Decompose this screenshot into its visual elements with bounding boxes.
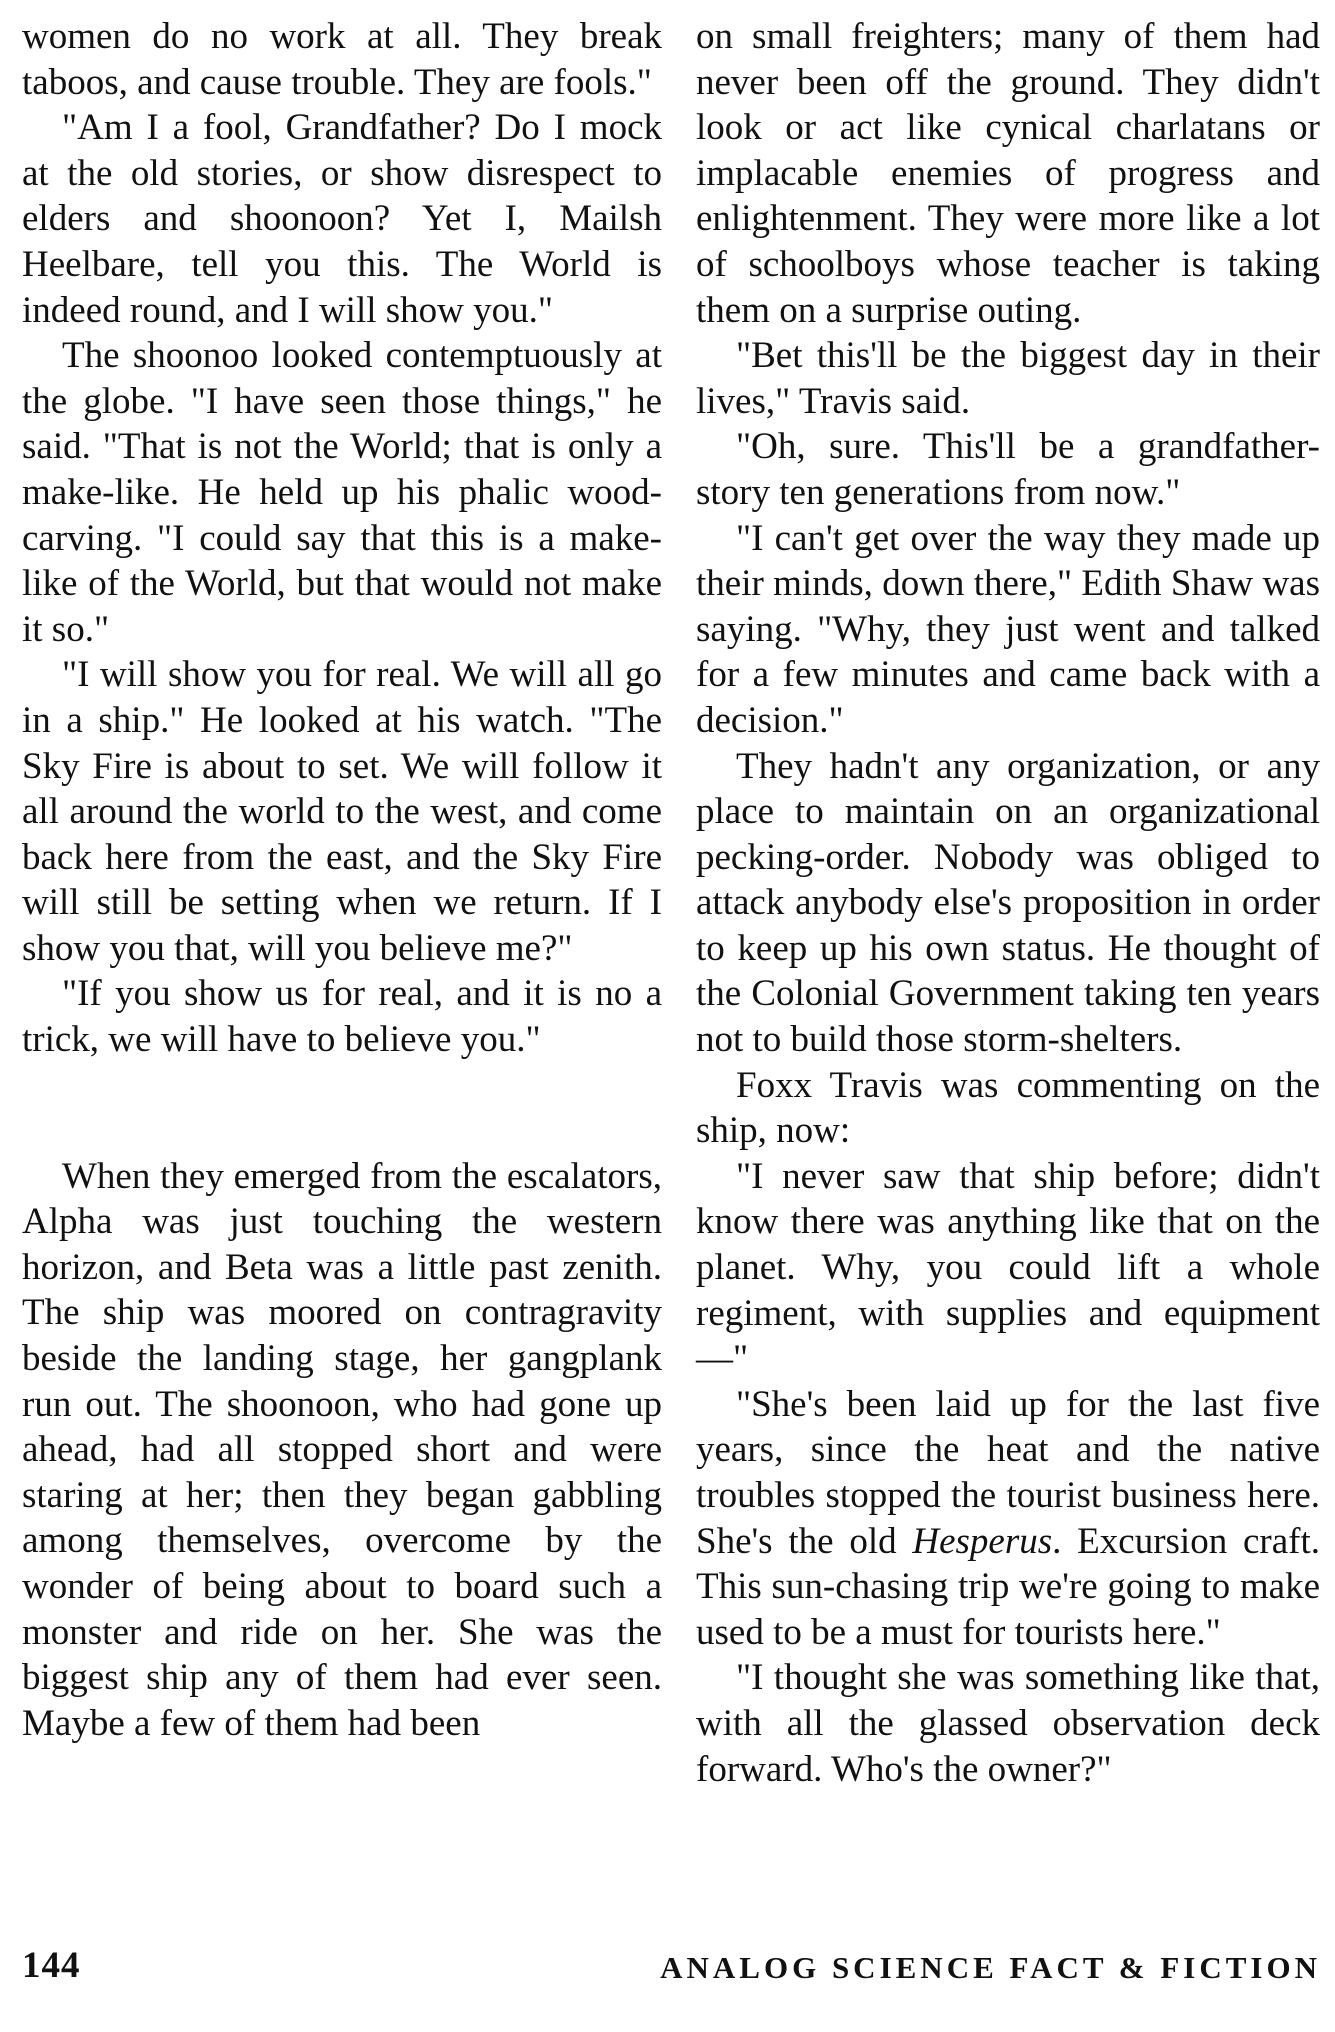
magazine-title-footer: ANALOG SCIENCE FACT & FICTION xyxy=(660,1950,1321,1985)
paragraph: The shoonoo looked contemptuously at the globe. "I have seen those things," he said. "That is not the World; that is only a make-like. He held up his phalic wood-carving. "I could say that this is a make-like of the World, but that would not make it so." xyxy=(22,335,662,650)
paragraph: When they emerged from the escalators, Alpha was just touching the western horizon, and Beta was a little past zenith. The ship was moored on contragravity beside the landing stage, her gangplank run out. The shoonoon, who had gone up ahead, had all stopped short and were staring at her; then they began gabbling among themselves, overcome by the wonder of being about to board such a monster and ride on her. She was the biggest ship any of them had ever seen. Maybe a few of them had been xyxy=(22,1155,662,1744)
paragraph: "Am I a fool, Grandfather? Do I mock at the old stories, or show disrespect to elders and shoonoon? Yet I, Mailsh Heelbare, tell you this. The World is indeed round, and I will show you." xyxy=(22,107,662,331)
paragraph: "I thought she was something like that, with all the glassed observation deck forward. Who's the owner?" xyxy=(696,1657,1320,1790)
section-break xyxy=(22,1063,662,1154)
paragraph: "If you show us for real, and it is no a trick, we will have to believe you." xyxy=(22,973,662,1061)
paragraph: "I never saw that ship before; didn't know there was anything like that on the planet. Why, you could lift a whole regiment, with supplies and equipment—" xyxy=(696,1155,1320,1380)
paragraph-text: "She's been laid up for the last five years, since the heat and the native troubles stopped the tourist business here. She's the old xyxy=(696,1383,1320,1562)
paragraph: "I can't get over the way they made up their minds, down there," Edith Shaw was saying. "Why, they just went and talked for a few minutes and came back with a decision." xyxy=(696,517,1320,741)
paragraph: on small freighters; many of them had never been off the ground. They didn't look or act like cynical charlatans or implacable enemies of progress and enlightenment. They were more like a lot of schoolboys whose teacher is taking them on a surprise outing. xyxy=(696,16,1320,331)
paragraph: Foxx Travis was commenting on the ship, now: xyxy=(696,1064,1320,1152)
paragraph xyxy=(696,1382,1320,1656)
paragraph: "Oh, sure. This'll be a grandfather-story ten generations from now." xyxy=(696,426,1320,513)
paragraph: women do no work at all. They break taboos, and cause trouble. They are fools." xyxy=(22,16,662,103)
left-text-column xyxy=(22,14,662,1746)
page-number: 144 xyxy=(22,1945,81,1986)
paragraph: "I will show you for real. We will all go in a ship." He looked at his watch. "The Sky Fire is about to set. We will follow it all around the world to the west, and come back here from the east, and the Sky Fire will still be setting when we return. If I show you that, will you believe me?" xyxy=(22,654,662,969)
paragraph: They hadn't any organization, or any place to maintain on an organizational pecking-order. Nobody was obliged to attack anybody else's proposition in order to keep up his own status. He thought of the Colonial Government taking ten years not to build those storm-shelters. xyxy=(696,745,1320,1061)
ship-name-italic: Hesperus xyxy=(912,1520,1053,1562)
right-text-column xyxy=(696,14,1320,1792)
paragraph-text: . Excursion craft. This sun-chasing trip we're going to make used to be a must for tourists here." xyxy=(696,1520,1320,1653)
paragraph: "Bet this'll be the biggest day in their lives," Travis said. xyxy=(696,335,1320,422)
